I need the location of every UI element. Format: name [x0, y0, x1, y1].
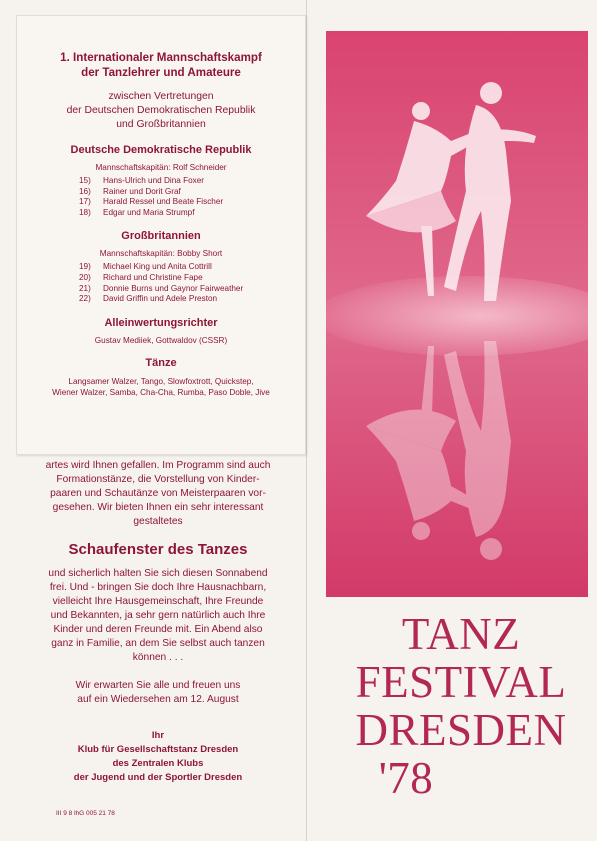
judge-name: Gustav Mediiek, Gottwaldov (CSSR) — [94, 335, 228, 345]
program-insert — [16, 15, 306, 455]
ddr-heading: Deutsche Demokratische Republik — [70, 144, 252, 156]
paragraph-line: frei. Und - bringen Sie doch Ihre Hausnachbarn, — [49, 582, 267, 593]
dances-list — [17, 376, 305, 398]
club-line: der Jugend und der Sportler Dresden — [73, 772, 243, 783]
list-item: 18) Edgar und Maria Strumpf — [79, 207, 195, 217]
dances-heading: Tänze — [145, 356, 177, 369]
gb-heading: Großbritannien — [121, 230, 201, 243]
paragraph-line: auf ein Wiedersehen am 12. August — [77, 694, 239, 705]
paragraph-line: und sicherlich halten Sie sich diesen Sonnabend — [48, 568, 268, 579]
cover-title-line: FESTIVAL — [355, 657, 567, 707]
paragraph-line: gestaltetes — [133, 516, 183, 527]
ddr-pair-list — [79, 176, 305, 218]
list-item: 19) Michael King und Anita Cottrill — [79, 262, 212, 272]
club-line: des Zentralen Klubs — [112, 758, 204, 769]
insert-subtitle-line1: zwischen Vertretungen — [108, 91, 214, 102]
list-item: 21) Donnie Burns und Gaynor Fairweather — [79, 283, 244, 293]
paragraph-line: Kinder und deren Freunde mit. Ein Abend also — [53, 624, 263, 635]
ddr-captain: Mannschaftskapitän: Rolf Schneider — [95, 163, 227, 172]
cover-photo-dancers — [326, 31, 588, 597]
cover-title — [330, 610, 592, 802]
cover-title-line: TANZ — [401, 609, 521, 659]
paragraph-line: ganz in Familie, an dem Sie selbst auch tanzen — [51, 638, 265, 649]
list-item: 17) Harald Ressel und Beate Fischer — [79, 197, 224, 207]
list-item: 15) Hans-Ulrich und Dina Foxer — [79, 176, 205, 185]
cover-title-line: '78 — [378, 753, 434, 803]
insert-subtitle-line2: der Deutschen Demokratischen Republik — [66, 105, 256, 116]
list-item: 16) Rainer und Dorit Graf — [79, 186, 181, 196]
paragraph-line: vielleicht Ihre Hausgemeinschaft, Ihre Freunde — [52, 596, 264, 607]
paragraph-line: artes wird Ihnen gefallen. Im Programm sind auch — [45, 460, 271, 471]
list-item: 20) Richard und Christine Fape — [79, 272, 203, 282]
paragraph-line: Wir erwarten Sie alle und freuen uns — [75, 680, 241, 691]
paragraph-line: können . . . — [132, 652, 184, 663]
list-item: 22) David Griffin und Adele Preston — [79, 294, 218, 304]
judge-heading: Alleinwertungsrichter — [104, 316, 218, 329]
headline: Schaufenster des Tanzes — [68, 541, 248, 558]
insert-title-line2: der Tanzlehrer und Amateure — [81, 66, 241, 79]
paragraph-line: Formationstänze, die Vorstellung von Kinder- — [56, 474, 260, 485]
club-line: Ihr — [151, 730, 165, 741]
dances-line: Langsamer Walzer, Tango, Slowfoxtrott, Quickstep, — [68, 376, 254, 386]
print-code: III 9 8 lhG 005 21 78 — [56, 810, 115, 817]
club-line: Klub für Gesellschaftstanz Dresden — [77, 744, 239, 755]
cover-title-line: DRESDEN — [355, 705, 567, 755]
paragraph-line: paaren und Schautänze von Meisterpaaren vor- — [50, 488, 266, 499]
paragraph-line: gesehen. Wir bieten Ihnen ein sehr interessant — [52, 502, 264, 513]
paragraph-line: und Bekannten, ja sehr gern natürlich auch Ihre — [50, 610, 266, 621]
insert-subtitle-line3: und Großbritannien — [116, 119, 206, 130]
dancing-couple-image — [326, 31, 588, 597]
fold-line — [306, 0, 307, 841]
insert-title-line1: 1. Internationaler Mannschaftskampf — [60, 51, 262, 64]
gb-captain: Mannschaftskapitän: Bobby Short — [99, 249, 223, 259]
dances-line: Wiener Walzer, Samba, Cha-Cha, Rumba, Paso Doble, Jive — [52, 387, 270, 397]
gb-pair-list — [79, 262, 305, 304]
